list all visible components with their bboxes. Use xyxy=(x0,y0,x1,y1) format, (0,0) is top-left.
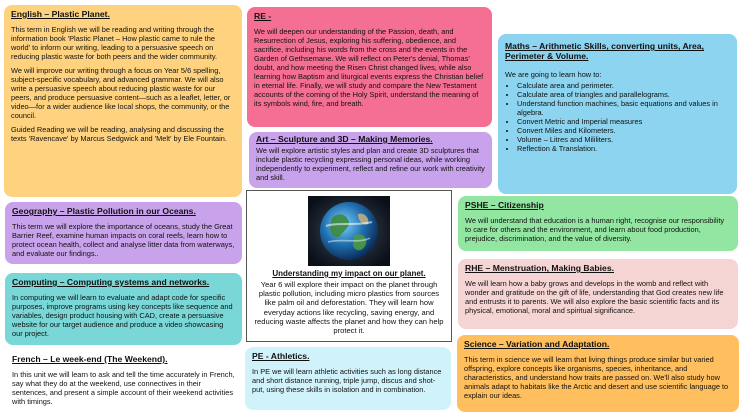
centre-card xyxy=(246,190,452,342)
pe-title: PE - Athletics. xyxy=(252,351,310,361)
geography-title: Geography – Plastic Pollution in our Oceans. xyxy=(12,206,196,216)
geography-card xyxy=(5,202,242,264)
pshe-title: PSHE – Citizenship xyxy=(465,200,544,210)
pshe-card xyxy=(458,196,738,251)
re-text: We will deepen our understanding of the Passion, death, and Resurrection of Jesus, exploring his suffering, obedience, and sacrifice, including his words from the cross and the events in the Garden of Gethsemane. We will reflect on Peter's denial, Thomas' doubt, and how meeting the Risen Christ changed lives, while also learning how Baptism and liturgical events express the Christian belief in eternal life. Finally, we will study and compare the New Testament accounts of the coming of the Holy Spirit, understand the meaning of its symbols wind, fire, and breath. xyxy=(254,26,484,109)
maths-item: • Convert Miles and Kilometers. xyxy=(517,126,730,135)
science-title: Science – Variation and Adaptation. xyxy=(464,339,610,349)
rhe-text: We will learn how a baby grows and develops in the womb and reflect with wonder and gratitude on the gift of life, understanding that God creates new life and entrusts it to parents. We will also explore the basic scientific facts and its physical, emotional, moral and spiritual significance. xyxy=(465,278,724,315)
maths-item: • Understand function machines, basic equations and values in algebra. xyxy=(517,99,730,117)
rhe-title: RHE – Menstruation, Making Babies. xyxy=(465,263,614,273)
art-text: We will explore artistic styles and plan and create 3D sculptures that include plastic recycling expressing personal ideas, while working independently to experiment, reflect and refine our work with creativity and skill. xyxy=(256,145,485,182)
re-title: RE - xyxy=(254,11,272,21)
maths-item: • Calculate area and perimeter. xyxy=(517,81,730,90)
english-paragraph: This term in English we will be reading and writing through the information book 'Plastic Planet – How plastic came to rule the world' to inform our writing, leading to a persuasive speech on reducing plastic waste for both peers and the wider community. xyxy=(11,24,218,61)
art-card xyxy=(249,132,492,188)
computing-card xyxy=(5,273,242,345)
maths-list xyxy=(505,81,730,153)
french-text: In this unit we will learn to ask and tell the time accurately in French, say what they do at the weekend, use connectives in their sentences, and present a simple account of their weekend activities with timings. xyxy=(12,369,235,406)
centre-text: Year 6 will explore their impact on the planet through plastic pollution, including micro plastics from sources like palm oil and deforestation. They will learn how everyday actions like recycling, saving energy, and reducing waste affects the planet and how they can help protect it. xyxy=(254,279,444,335)
computing-title: Computing – Computing systems and networks. xyxy=(12,277,210,287)
english-card xyxy=(4,5,242,197)
geography-text: This term we will explore the importance of oceans, study the Great Barrier Reef, examine human impacts on coral reefs, learn how to protect ocean health, collect and analyse litter data from waterways, and evaluate our findings.. xyxy=(12,221,235,258)
earth-globe-icon xyxy=(308,196,390,266)
english-title: English – Plastic Planet. xyxy=(11,9,110,19)
rhe-card xyxy=(458,259,738,329)
science-card xyxy=(457,335,739,412)
english-paragraph: We will improve our writing through a focus on Year 5/6 spelling, subject-specific vocabulary, and advanced grammar. We will also write a persuasive speech about reducing plastic waste for our peers, and produce persuasive content—such as a leaflet, letter, or video—for a wider audience like local shops, the community, or the council. xyxy=(11,66,231,121)
maths-item: • Calculate area of triangles and parallelograms. xyxy=(517,90,730,99)
maths-title: Maths – Arithmetic Skills, converting units, Area, Perimeter & Volume. xyxy=(505,41,704,61)
maths-item: • Reflection & Translation. xyxy=(517,144,730,153)
centre-title: Understanding my impact on our planet. xyxy=(272,269,426,278)
maths-item: • Convert Metric and Imperial measures xyxy=(517,117,730,126)
re-card xyxy=(247,7,492,127)
maths-item: • Volume – Litres and Mililiters. xyxy=(517,135,730,144)
science-text: This term in science we will learn that living things produce similar but varied offspring, explore concepts like organisms, species, inheritance, and characteristics, and understand how traits are passed on. We'll also study how animals adapt to habitats like the Arctic and desert and use scientific language to explain our ideas. xyxy=(464,354,729,400)
maths-card xyxy=(498,34,737,194)
pe-text: In PE we will learn athletic activities such as long distance and short distance running, triple jump, discus and shot-put, using these skills in isolation and in combination. xyxy=(252,366,442,394)
maths-intro: We are going to learn how to: xyxy=(505,69,602,79)
pe-card xyxy=(245,347,451,410)
art-title: Art – Sculpture and 3D – Making Memories. xyxy=(256,134,433,144)
computing-text: In computing we will learn to evaluate and adapt code for specific purposes, improve programs using key concepts like sequence and variables, design product housing with CAD, create a persuasive website for our target audience and produce a video showcasing our project. xyxy=(12,292,233,338)
english-paragraph: Guided Reading we will be reading, analysing and discussing the texts 'Ravencave' by Marcus Sedgwick and 'Melt' by Ele Fountain. xyxy=(11,125,227,144)
french-card xyxy=(5,350,242,412)
french-title: French – Le week-end (The Weekend). xyxy=(12,354,168,364)
pshe-text: We will understand that education is a human right, recognise our responsibility to care for others and the environment, and learn about food production, prejudice, discrimination, and the value of diversity. xyxy=(465,215,725,243)
